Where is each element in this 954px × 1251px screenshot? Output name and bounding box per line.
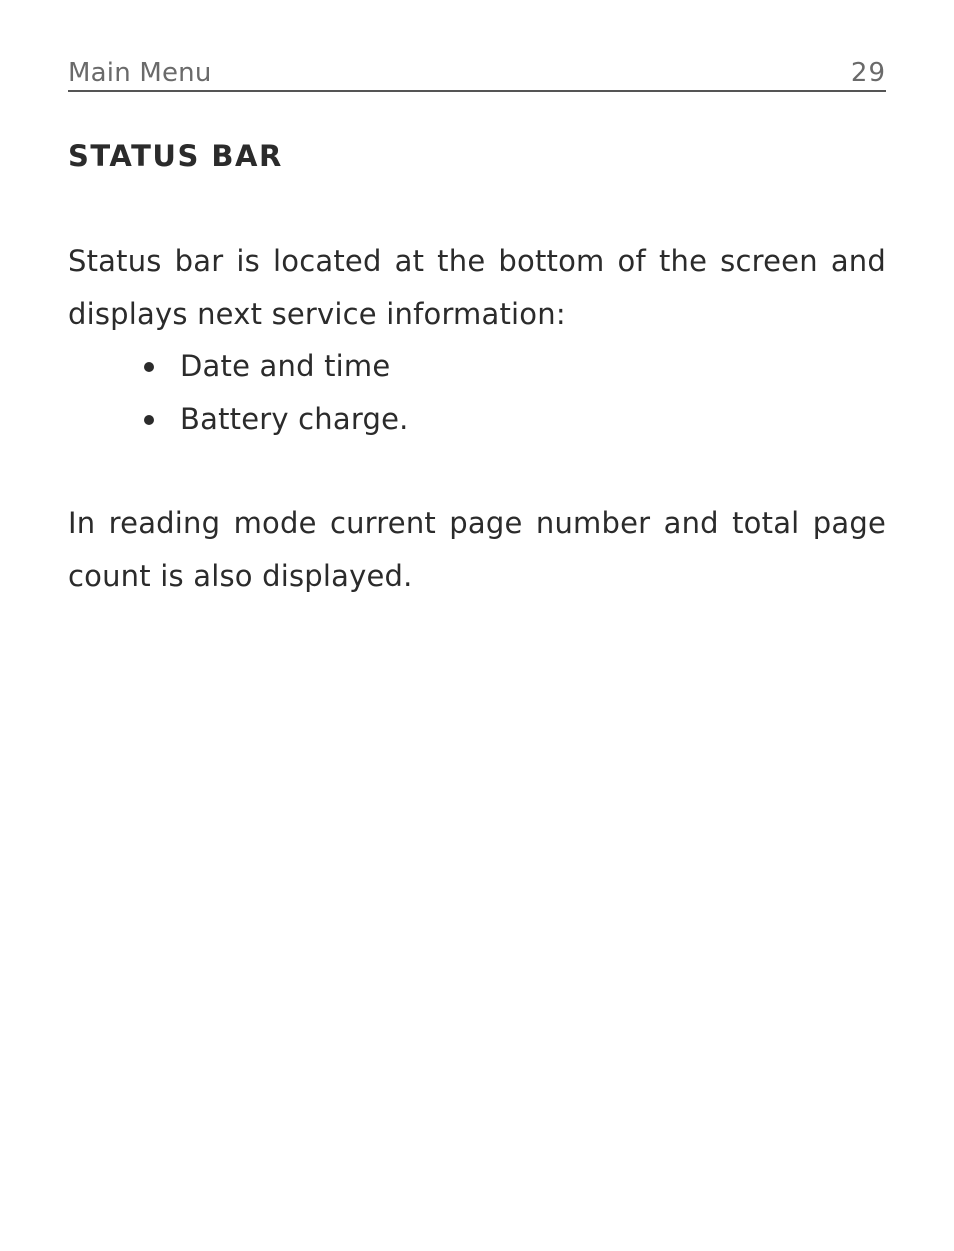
paragraph-line: Status bar is located at the bottom of the screen and xyxy=(68,244,886,278)
bullet-icon xyxy=(144,362,154,372)
reading-mode-paragraph xyxy=(68,497,886,603)
running-header xyxy=(68,56,886,92)
paragraph-line: In reading mode current page number and total page xyxy=(68,506,886,540)
header-section-title: Main Menu xyxy=(68,58,212,88)
section-heading: STATUS BAR xyxy=(68,139,283,173)
list-item-text: Battery charge. xyxy=(180,402,409,436)
paragraph-line: displays next service information: xyxy=(68,297,566,331)
header-page-number: 29 xyxy=(850,58,886,88)
list-item-text: Date and time xyxy=(180,349,391,383)
bullet-icon xyxy=(144,415,154,425)
intro-paragraph xyxy=(68,235,886,341)
list-item xyxy=(68,393,409,446)
list-item xyxy=(68,340,409,393)
paragraph-line: count is also displayed. xyxy=(68,559,413,593)
info-list xyxy=(68,340,409,446)
